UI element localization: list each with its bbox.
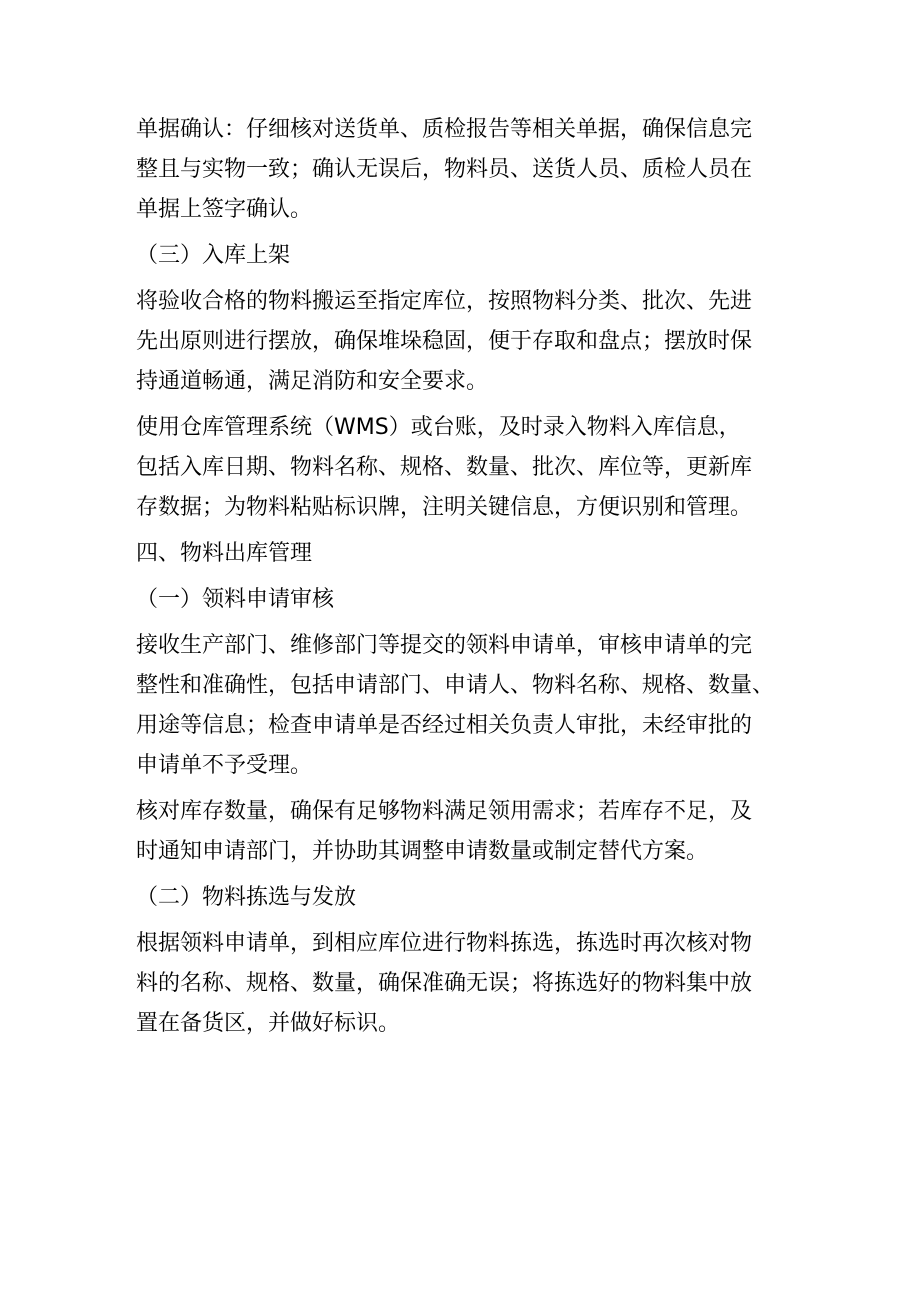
text-line: 单据确认：仔细核对送货单、质检报告等相关单据，确保信息完 [136,117,753,142]
paragraph-shelving-rules [136,282,796,402]
text-line: 整性和准确性，包括申请部门、申请人、物料名称、规格、数量、 [136,673,775,698]
text-line: 料的名称、规格、数量，确保准确无误；将拣选好的物料集中放 [136,971,753,996]
text-line: 时通知申请部门，并协助其调整申请数量或制定替代方案。 [136,839,709,864]
section-heading-requisition-review [136,580,796,620]
section-heading-picking-issuing [136,878,796,918]
text-line: 使用仓库管理系统（WMS）或台账，及时录入物料入库信息， [136,415,741,440]
paragraph-stock-check [136,792,796,872]
text-line: 整且与实物一致；确认无误后，物料员、送货人员、质检人员在 [136,157,753,182]
text-line: 置在备货区，并做好标识。 [136,1011,401,1036]
text-line: 存数据；为物料粘贴标识牌，注明关键信息，方便识别和管理。 [136,495,753,520]
section-heading-warehousing-shelving [136,236,796,276]
text-line: 持通道畅通，满足消防和安全要求。 [136,369,489,394]
text-line: 根据领料申请单，到相应库位进行物料拣选，拣选时再次核对物 [136,931,753,956]
text-line: 单据上签字确认。 [136,197,313,222]
paragraph-document-confirmation [136,110,796,230]
heading-text: 四、物料出库管理 [136,541,313,566]
heading-text: （三）入库上架 [136,243,291,268]
text-line: 用途等信息；检查申请单是否经过相关负责人审批，未经审批的 [136,713,753,738]
heading-text: （二）物料拣选与发放 [136,885,357,910]
text-line: 先出原则进行摆放，确保堆垛稳固，便于存取和盘点；摆放时保 [136,329,753,354]
document-body [136,110,796,1050]
section-heading-outbound-management [136,534,796,574]
text-line: 包括入库日期、物料名称、规格、数量、批次、库位等，更新库 [136,455,753,480]
text-line: 核对库存数量，确保有足够物料满足领用需求；若库存不足，及 [136,799,753,824]
text-line: 申请单不予受理。 [136,753,313,778]
text-line: 将验收合格的物料搬运至指定库位，按照物料分类、批次、先进 [136,289,753,314]
text-line: 接收生产部门、维修部门等提交的领料申请单，审核申请单的完 [136,633,753,658]
paragraph-picking [136,924,796,1044]
heading-text: （一）领料申请审核 [136,587,335,612]
paragraph-wms-entry [136,408,796,528]
paragraph-requisition-review [136,626,796,786]
